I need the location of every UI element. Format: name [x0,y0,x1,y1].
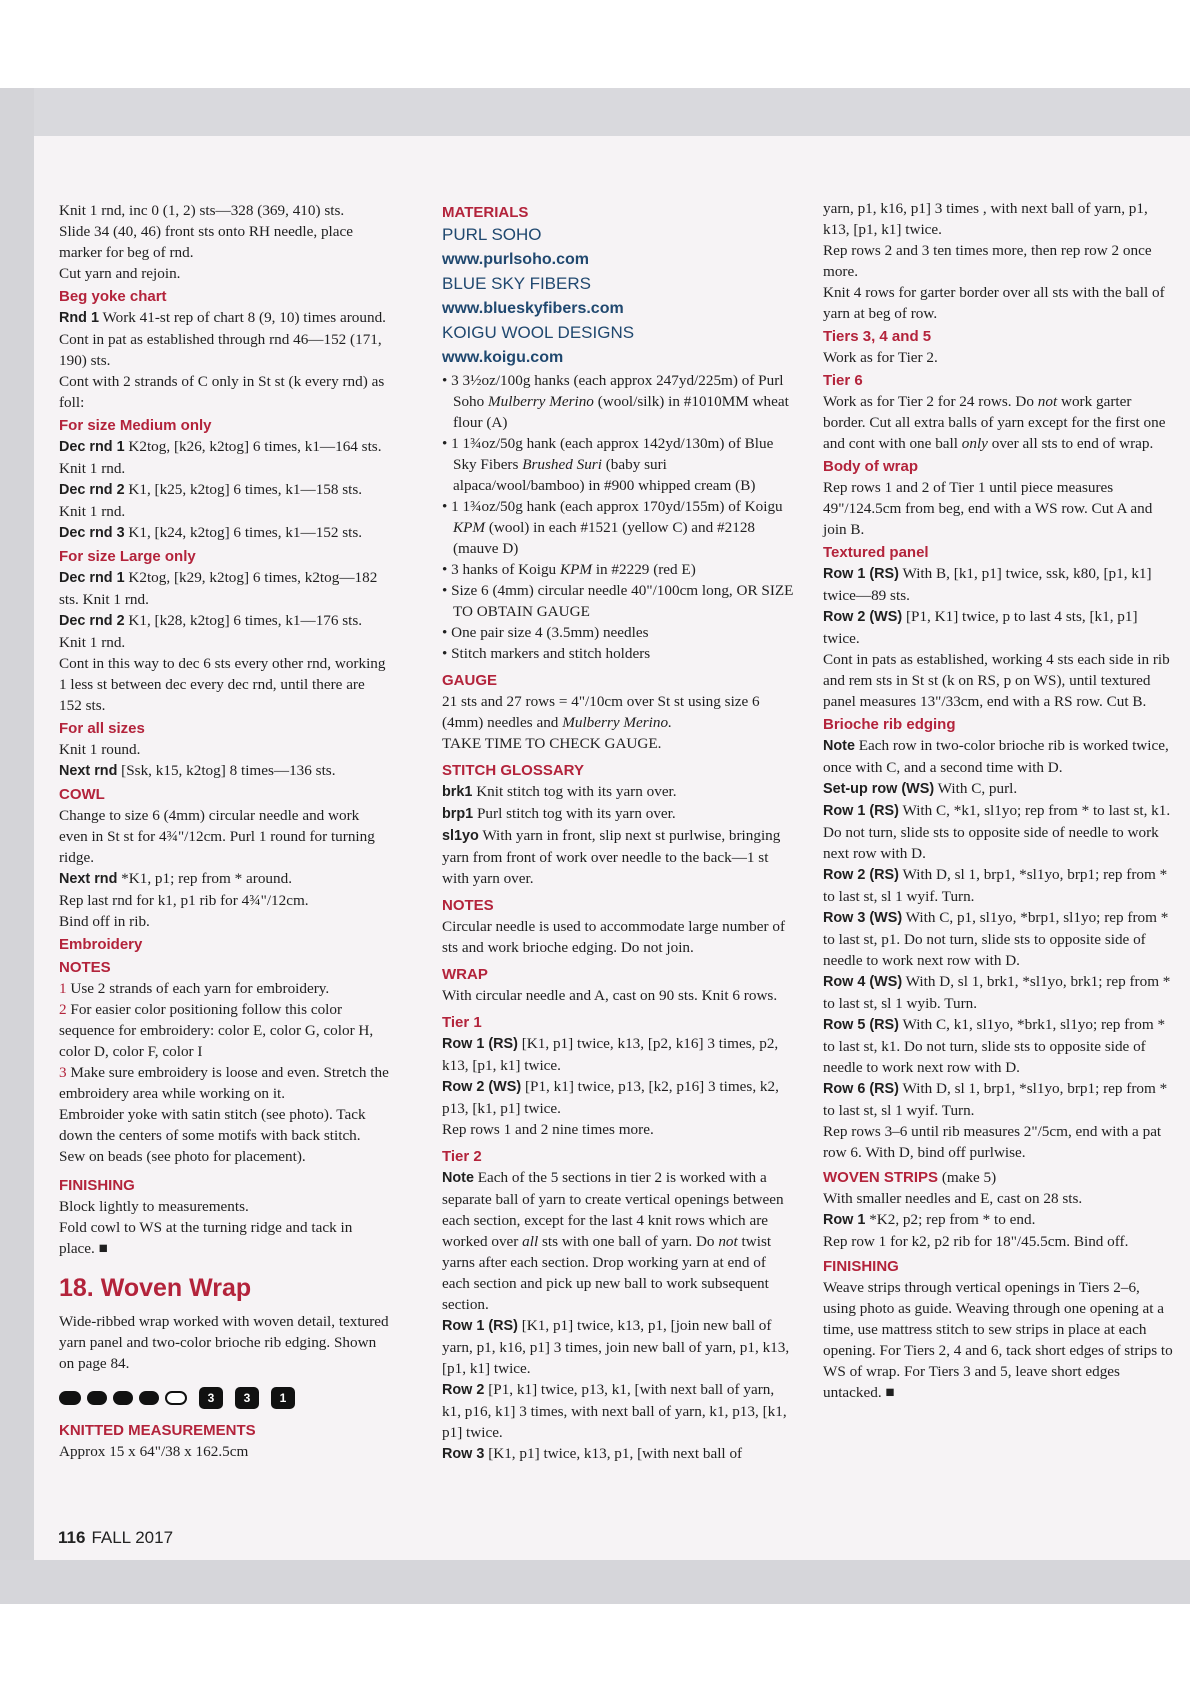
section-heading: Body of wrap [823,458,919,475]
row-text: *K1, p1; rep from * around. [117,870,292,887]
page-footer [58,1528,173,1548]
skill-bar-filled [59,1391,81,1405]
instruction-row [823,907,1175,971]
section-heading: Tier 2 [442,1148,482,1165]
row-label: Row 1 (RS) [823,803,899,819]
instruction-row [823,1014,1175,1078]
row-text: Each of the 5 sections in tier 2 is worked with a separate ball of yarn to create vertical openings between each section, except for the last 4 knit rows which are worked over [442,1169,784,1250]
section-heading: STITCH GLOSSARY [442,762,584,779]
scan-border-bottom [0,1560,1190,1604]
heading-note: (make 5) [938,1169,997,1186]
note-text: For easier color positioning follow this color sequence for embroidery: color E, color G, color H, color D, color F, color I [59,1001,374,1060]
skill-bar-filled [87,1391,107,1405]
row-label: Row 1 (RS) [442,1036,518,1052]
section-heading: Beg yoke chart [59,288,167,305]
emphasis: not [1037,393,1058,410]
row-label: Dec rnd 1 [59,570,125,586]
item-text: • 1 1¾oz/50g hank (each approx 170yd/155m) of Koigu [442,498,783,515]
row-text: twist yarns after each section. Drop working yarn at end of each section and pick up new ball to work subsequent section. [442,1233,772,1313]
instruction-row [59,307,390,371]
paragraph: Cont in this way to dec 6 sts every other rnd, working 1 less st between dec every dec rnd, until there are 152 sts. [59,655,386,714]
glossary-term: brk1 [442,784,473,800]
skill-bar-filled [139,1391,159,1405]
paragraph: Knit 1 round. [59,741,141,758]
paragraph [442,691,794,733]
material-item: • One pair size 4 (3.5mm) needles [442,624,649,641]
paragraph: Embroider yoke with satin stitch (see photo). Tack down the centers of some motifs with back stitch. Sew on beads (see photo for placement). [59,1106,366,1165]
instruction-row [823,800,1175,864]
skill-bar-filled [113,1391,133,1405]
paragraph: Block lightly to measurements. [59,1198,249,1215]
material-item [442,433,794,496]
row-text: K2tog, [k26, k2tog] 6 times, k1—164 sts. Knit 1 rnd. [59,438,382,477]
paragraph: TAKE TIME TO CHECK GAUGE. [442,735,662,752]
row-label: Row 4 (WS) [823,974,903,990]
note-text: Use 2 strands of each yarn for embroidery. [66,980,330,997]
row-text: [K1, p1] twice, k13, p1, [join new ball of yarn, p1, k16, p1] 3 times, join new ball of yarn, p1, k13, [p1, k1] twice. [442,1317,790,1377]
row-text: [P1, k1] twice, p13, k1, [with next ball of yarn, k1, p16, k1] 3 times, with next ball of yarn, k1, p13, [k1, p1] twice. [442,1381,787,1441]
paragraph: Change to size 6 (4mm) circular needle and work even in St st for 4¾"/12cm. Purl 1 round for turning ridge. [59,807,375,866]
row-text: With C, k1, sl1yo, *brk1, sl1yo; rep from * to last st, k1. Do not turn, slide sts to opposite side of needle to work next row with D. [823,1016,1166,1076]
scan-border-left [0,88,34,1604]
item-text: in #2229 (red E) [592,561,696,578]
paragraph: Rep rows 3–6 until rib measures 2"/5cm, end with a pat row 6. With D, bind off purlwise. [823,1123,1162,1161]
yarn-weight-icon: 3 [199,1387,223,1409]
paragraph: yarn, p1, k16, p1] 3 times , with next ball of yarn, p1, k13, [p1, k1] twice. [823,200,1148,238]
row-label: Rnd 1 [59,310,99,326]
paragraph: Approx 15 x 64"/38 x 162.5cm [59,1443,249,1460]
section-heading: For size Large only [59,548,196,565]
section-heading: Tiers 3, 4 and 5 [823,328,932,345]
row-label: Dec rnd 1 [59,439,125,455]
url-text: www.blueskyfibers.com [442,300,624,317]
yarn-name: Brushed Suri [522,456,602,473]
emphasis: not [718,1233,738,1250]
supplier-name: PURL SOHO [442,225,542,244]
row-text: With C, purl. [934,780,1018,797]
section-heading: FINISHING [823,1258,899,1275]
column-1 [59,200,390,1462]
section-heading-row [823,1167,1175,1188]
item-text: (wool) in each #1521 (yellow C) and #2128 (mauve D) [453,519,756,557]
section-heading: Textured panel [823,544,929,561]
emphasis: only [961,435,988,452]
instruction-row [59,868,390,890]
section-heading: WOVEN STRIPS [823,1169,939,1186]
pattern-title: 18. Woven Wrap [59,1274,252,1302]
glossary-item [442,803,794,825]
instruction-row [442,1315,794,1379]
yarn-name: KPM [559,561,593,578]
emphasis: all [522,1233,539,1250]
note-number: 2 [59,1001,67,1018]
row-text: K2tog, [k29, k2tog] 6 times, k2tog—182 sts. Knit 1 rnd. [59,569,378,608]
paragraph: Rep row 1 for k2, p2 rib for 18"/45.5cm. Bind off. [823,1233,1129,1250]
row-label: Next rnd [59,871,118,887]
note-number: 1 [59,980,67,997]
section-heading: NOTES [442,897,494,914]
url-text: www.purlsoho.com [442,251,589,268]
instruction-row [442,1443,794,1465]
paragraph: Rep rows 2 and 3 ten times more, then rep row 2 once more. [823,242,1152,280]
note-item [59,978,390,999]
paragraph: Rep rows 1 and 2 nine times more. [442,1121,654,1138]
row-text: Work 41-st rep of chart 8 (9, 10) times around. Cont in pat as established through rnd 46—152 (171, 190) sts. [59,309,386,369]
row-text: sts with one ball of yarn. Do [538,1233,719,1250]
column-2 [442,200,794,1465]
row-text: With D, sl 1, brk1, *sl1yo, brk1; rep from * to last st, sl 1 wyib. Turn. [823,973,1171,1012]
paragraph: Weave strips through vertical openings in Tiers 2–6, using photo as guide. Weaving through one opening at a time, use mattress stitch to sew strips in place at each opening. For Tiers 2, 4 and 6, tack short edges of strips to WS of wrap. For Tiers 3 and 5, leave short edges untacked. ■ [823,1279,1173,1401]
material-item [442,370,794,433]
supplier-name: KOIGU WOOL DESIGNS [442,323,635,342]
section-heading: For size Medium only [59,417,212,434]
section-heading: GAUGE [442,672,498,689]
row-text: [K1, p1] twice, k13, [p2, k16] 3 times, p2, k13, [p1, k1] twice. [442,1035,779,1074]
row-label: Dec rnd 2 [59,482,125,498]
instruction-row [823,971,1175,1014]
material-item: • Stitch markers and stitch holders [442,645,651,662]
paragraph: Cut yarn and rejoin. [59,265,181,282]
paragraph: Knit 1 rnd, inc 0 (1, 2) sts—328 (369, 410) sts. [59,202,345,219]
section-heading: Tier 6 [823,372,863,389]
row-text: K1, [k25, k2tog] 6 times, k1—158 sts. Knit 1 rnd. [59,481,363,520]
page-number: 116 [58,1528,86,1547]
supplier-url [442,296,794,321]
row-text: Each row in two-color brioche rib is worked twice, once with C, and a second time with D. [823,737,1169,776]
row-label: Note [823,738,855,754]
note-item [59,1062,390,1104]
item-text: • 3 hanks of Koigu [442,561,560,578]
paragraph [823,391,1175,454]
row-label: Row 6 (RS) [823,1081,899,1097]
row-text: With D, sl 1, brp1, *sl1yo, brp1; rep from * to last st, sl 1 wyif. Turn. [823,866,1168,905]
paragraph: Rep last rnd for k1, p1 rib for 4¾"/12cm. [59,892,309,909]
issue-label: FALL 2017 [91,1528,174,1547]
section-heading: NOTES [59,959,111,976]
row-text: With B, [k1, p1] twice, ssk, k80, [p1, k1] twice—89 sts. [823,565,1152,604]
row-text: K1, [k24, k2tog] 6 times, k1—152 sts. [124,524,363,541]
section-heading: KNITTED MEASUREMENTS [59,1422,256,1439]
supplier-url [442,345,794,370]
skill-level-indicator [59,1386,390,1410]
instruction-row [442,1076,794,1119]
paragraph: Slide 34 (40, 46) front sts onto RH needle, place marker for beg of rnd. [59,223,353,261]
glossary-def: Purl stitch tog with its yarn over. [473,805,676,822]
text: work garter border. Cut all extra balls of yarn except for the first one and cont with one ball [823,393,1166,452]
pattern-intro: Wide-ribbed wrap worked with woven detail, textured yarn panel and two-color brioche rib edging. Shown on page 84. [59,1313,389,1372]
paragraph: With circular needle and A, cast on 90 sts. Knit 6 rows. [442,987,778,1004]
paragraph: Circular needle is used to accommodate large number of sts and work brioche edging. Do not join. [442,918,786,956]
row-label: Dec rnd 3 [59,525,125,541]
section-heading: FINISHING [59,1177,135,1194]
section-heading: Embroidery [59,936,143,953]
text: over all sts to end of wrap. [987,435,1154,452]
instruction-row [823,1078,1175,1121]
item-text: (wool/silk) in #1010MM wheat flour (A) [453,393,789,431]
glossary-def: Knit stitch tog with its yarn over. [472,783,677,800]
paragraph: With smaller needles and E, cast on 28 sts. [823,1190,1083,1207]
row-label: Note [442,1170,474,1186]
row-text: [P1, k1] twice, p13, [k2, p16] 3 times, k2, p13, [k1, p1] twice. [442,1078,779,1117]
paragraph: Rep rows 1 and 2 of Tier 1 until piece measures 49"/124.5cm from beg, end with a WS row. Cut A and join B. [823,479,1153,538]
row-label: Row 1 [823,1212,866,1228]
glossary-item [442,781,794,803]
item-text: (baby suri alpaca/wool/bamboo) in #900 whipped cream (B) [453,456,756,494]
row-label: Row 1 (RS) [823,566,899,582]
url-text: www.koigu.com [442,349,564,366]
instruction-row [59,436,390,479]
row-label: Row 3 (WS) [823,910,903,926]
column-3 [823,198,1175,1403]
note-text: Make sure embroidery is loose and even. Stretch the embroidery area while working on it. [59,1064,389,1102]
note-number: 3 [59,1064,67,1081]
glossary-item [442,825,794,889]
material-item [442,559,794,580]
supplier-name: BLUE SKY FIBERS [442,274,591,293]
row-label: Row 2 (WS) [823,609,903,625]
section-heading: Tier 1 [442,1014,482,1031]
yarn-weight-icon: 1 [271,1387,295,1409]
item-text: • 1 1¾oz/50g hank (each approx 142yd/130m) of Blue Sky Fibers [442,435,774,473]
instruction-row [823,864,1175,907]
instruction-row [59,760,390,782]
instruction-note [442,1167,794,1315]
row-text: [K1, p1] twice, k13, p1, [with next ball of [484,1445,743,1462]
row-label: Row 2 [442,1382,485,1398]
paragraph: Cont with 2 strands of C only in St st (k every rnd) as foll: [59,373,385,411]
scan-border-top [0,88,1190,136]
instruction-note [823,735,1175,778]
supplier-url [442,247,794,272]
glossary-def: With yarn in front, slip next st purlwise, bringing yarn from front of work over needle to the back—1 st with yarn over. [442,827,781,887]
yarn-weight-icon: 3 [235,1387,259,1409]
row-text: [Ssk, k15, k2tog] 8 times—136 sts. [117,762,336,779]
row-label: Row 2 (RS) [823,867,899,883]
instruction-row [823,606,1175,649]
instruction-row [59,479,390,522]
glossary-term: brp1 [442,806,474,822]
paragraph: Knit 4 rows for garter border over all sts with the ball of yarn at beg of row. [823,284,1165,322]
section-heading: COWL [59,786,105,803]
row-label: Row 5 (RS) [823,1017,899,1033]
row-text: *K2, p2; rep from * to end. [865,1211,1036,1228]
row-text: K1, [k28, k2tog] 6 times, k1—176 sts. Knit 1 rnd. [59,612,363,651]
instruction-row [59,567,390,610]
row-label: Row 3 [442,1446,485,1462]
row-label: Row 1 (RS) [442,1318,518,1334]
instruction-row [442,1033,794,1076]
skill-bar-empty [165,1391,187,1405]
yarn-name: Mulberry Merino [488,393,594,410]
section-heading: For all sizes [59,720,145,737]
paragraph: Fold cowl to WS at the turning ridge and tack in place. ■ [59,1219,353,1257]
row-label: Set-up row (WS) [823,781,935,797]
instruction-row [442,1379,794,1443]
material-item [442,496,794,559]
section-heading: MATERIALS [442,204,529,221]
instruction-row [59,522,390,544]
row-text: With D, sl 1, brp1, *sl1yo, brp1; rep from * to last st, sl 1 wyif. Turn. [823,1080,1168,1119]
paragraph: Bind off in rib. [59,913,150,930]
row-text: With C, p1, sl1yo, *brp1, sl1yo; rep from * to last st, p1. Do not turn, slide sts to opposite side of needle to work next row with D. [823,909,1169,969]
paragraph: Cont in pats as established, working 4 sts each side in rib and rem sts in St st (k on RS, p on WS), until textured panel measures 13"/33cm, end with a RS row. Cut B. [823,651,1170,710]
note-item [59,999,390,1062]
text: Work as for Tier 2 for 24 rows. Do [823,393,1038,410]
instruction-row [823,1209,1175,1231]
paragraph: Work as for Tier 2. [823,349,938,366]
item-text: • 3 3½oz/100g hanks (each approx 247yd/225m) of Purl Soho [442,372,784,410]
row-label: Next rnd [59,763,118,779]
row-label: Row 2 (WS) [442,1079,522,1095]
glossary-term: sl1yo [442,828,479,844]
instruction-row [59,610,390,653]
row-label: Dec rnd 2 [59,613,125,629]
section-heading: Brioche rib edging [823,716,956,733]
instruction-row [823,778,1175,800]
instruction-row [823,563,1175,606]
row-text: [P1, K1] twice, p to last 4 sts, [k1, p1] twice. [823,608,1138,647]
row-text: With C, *k1, sl1yo; rep from * to last st, k1. Do not turn, slide sts to opposite side of needle to work next row with D. [823,802,1171,862]
gauge-text: 21 sts and 27 rows = 4"/10cm over St st using size 6 (4mm) needles and [442,693,760,731]
yarn-name: KPM [453,519,486,536]
material-item: • Size 6 (4mm) circular needle 40"/100cm long, OR SIZE TO OBTAIN GAUGE [442,582,794,620]
yarn-name: Mulberry Merino. [562,714,672,731]
section-heading: WRAP [442,966,488,983]
